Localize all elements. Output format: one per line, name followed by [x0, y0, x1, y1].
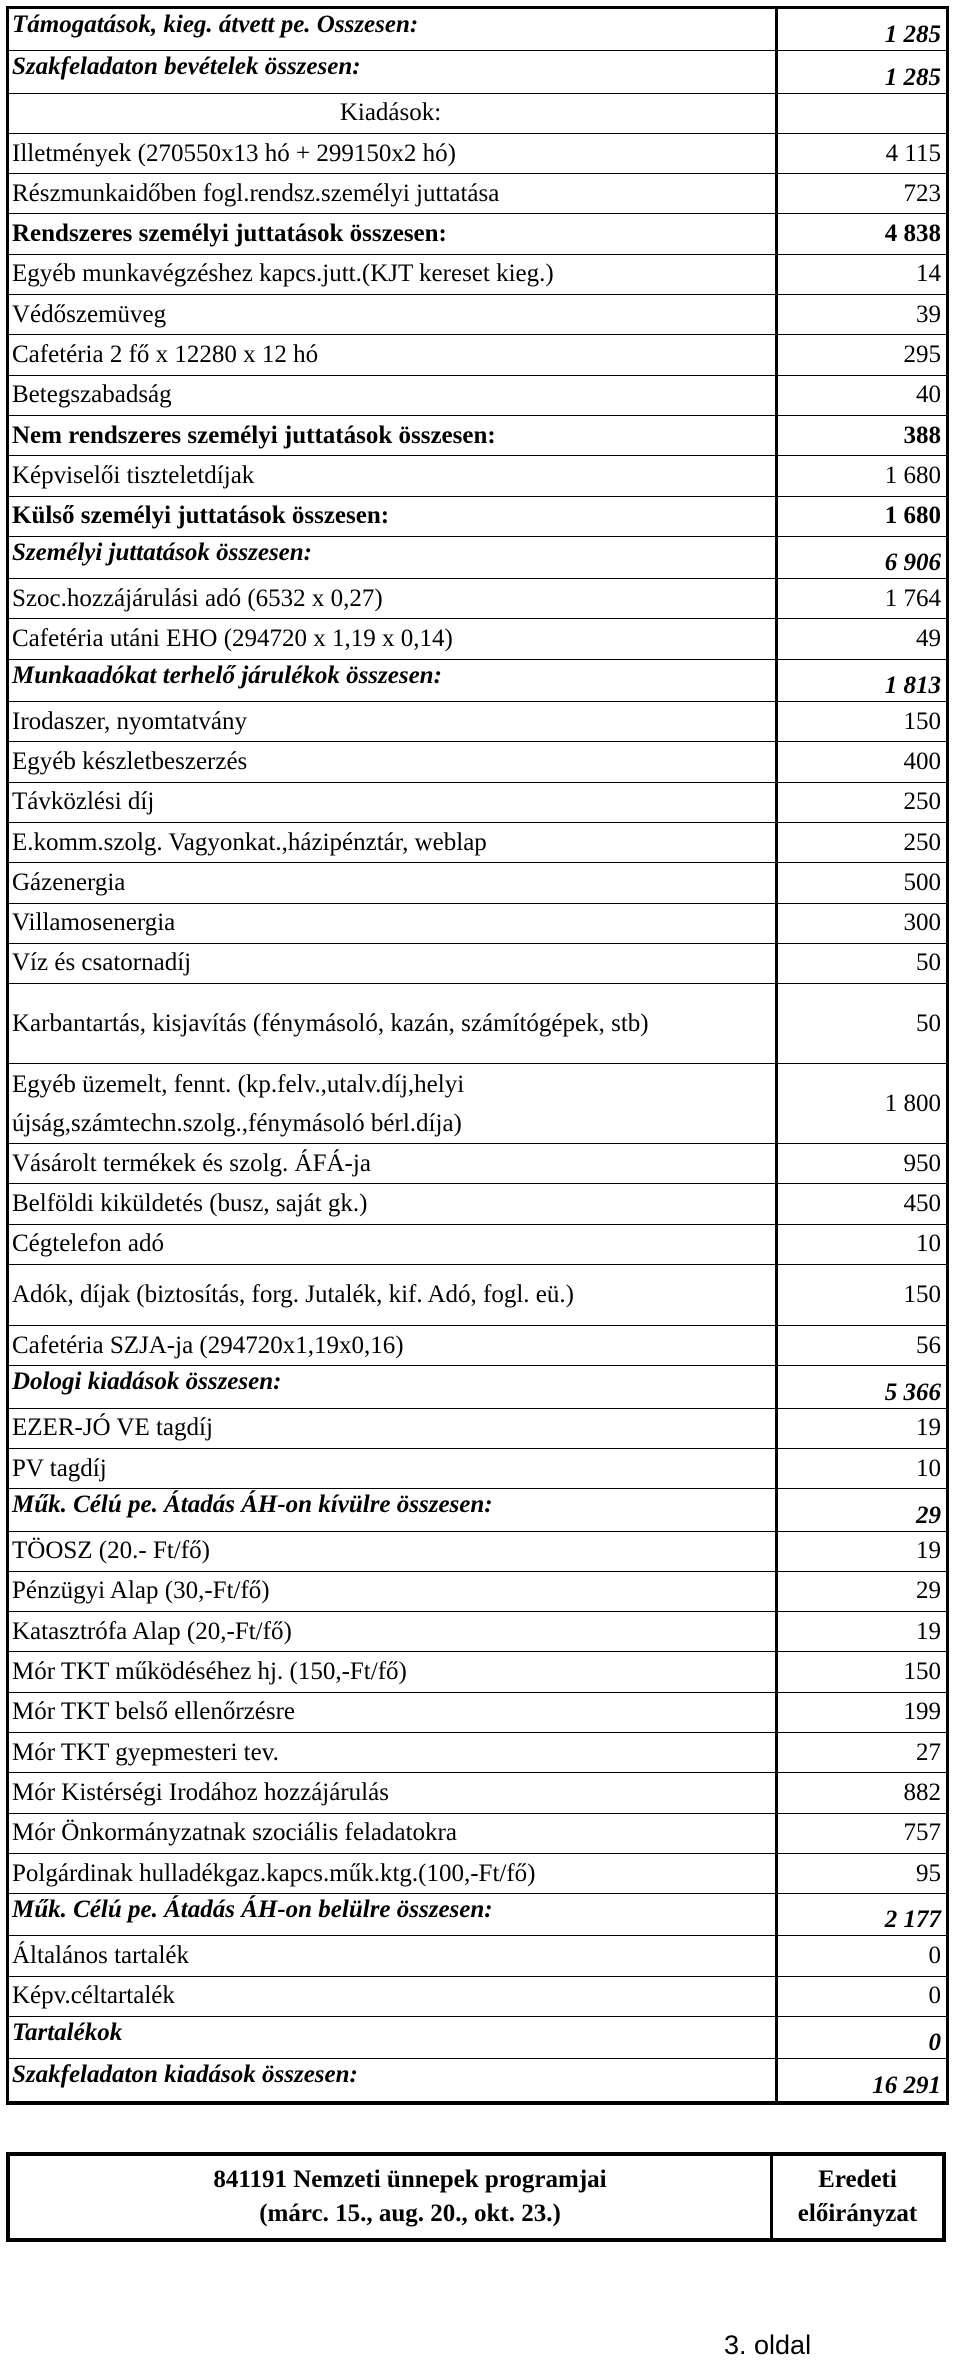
- table-row: [8, 903, 948, 943]
- table-row: [8, 1976, 948, 2016]
- budget-table: [6, 6, 949, 2105]
- row-label: Villamosenergia: [8, 903, 777, 943]
- table-row: [8, 619, 948, 659]
- table-row: [8, 1224, 948, 1264]
- row-label: Munkaadókat terhelő járulékok összesen:: [8, 659, 777, 701]
- table-row: [8, 335, 948, 375]
- row-amount: 882: [777, 1773, 948, 1813]
- program-header-box: [6, 2152, 946, 2242]
- row-label: Részmunkaidőben fogl.rendsz.személyi juttatása: [8, 174, 777, 214]
- row-amount: 757: [777, 1813, 948, 1853]
- row-amount: 0: [777, 2017, 948, 2059]
- table-row: [8, 1773, 948, 1813]
- row-amount: 1 800: [777, 1064, 948, 1144]
- table-row: [8, 984, 948, 1064]
- row-amount: 4 838: [777, 214, 948, 254]
- table-row: [8, 1652, 948, 1692]
- table-row: [8, 375, 948, 415]
- row-label: Szakfeladaton kiadások összesen:: [8, 2059, 777, 2103]
- table-row: [8, 1366, 948, 1408]
- table-row: [8, 1813, 948, 1853]
- row-label: Képviselői tiszteletdíjak: [8, 456, 777, 496]
- row-amount: 95: [777, 1853, 948, 1893]
- table-row: [8, 943, 948, 983]
- table-row: [8, 782, 948, 822]
- row-label: Cafetéria SZJA-ja (294720x1,19x0,16): [8, 1326, 777, 1366]
- table-row: [8, 1692, 948, 1732]
- page-number: 3. oldal: [724, 2330, 812, 2360]
- row-amount: 300: [777, 903, 948, 943]
- row-amount: 388: [777, 415, 948, 455]
- row-label: Nem rendszeres személyi juttatások összesen:: [8, 415, 777, 455]
- table-row: [8, 93, 948, 133]
- row-label: Cafetéria utáni EHO (294720 x 1,19 x 0,14): [8, 619, 777, 659]
- row-label: Karbantartás, kisjavítás (fénymásoló, kazán, számítógépek, stb): [8, 984, 777, 1064]
- row-amount: 950: [777, 1144, 948, 1184]
- table-row: [8, 579, 948, 619]
- row-amount: 500: [777, 863, 948, 903]
- row-amount: 19: [777, 1531, 948, 1571]
- row-amount: 10: [777, 1224, 948, 1264]
- table-row: [8, 214, 948, 254]
- table-row: [8, 822, 948, 862]
- row-amount: [777, 93, 948, 133]
- row-label: Illetmények (270550x13 hó + 299150x2 hó): [8, 133, 777, 173]
- row-label: Szakfeladaton bevételek összesen:: [8, 51, 777, 93]
- table-row: [8, 254, 948, 294]
- table-row: [8, 659, 948, 701]
- row-amount: 1 813: [777, 659, 948, 701]
- row-label: Polgárdinak hulladékgaz.kapcs.műk.ktg.(100,-Ft/fő): [8, 1853, 777, 1893]
- table-row: [8, 1184, 948, 1224]
- row-label: Személyi juttatások összesen:: [8, 536, 777, 578]
- row-amount: 6 906: [777, 536, 948, 578]
- table-row: [8, 1531, 948, 1571]
- row-label: Irodaszer, nyomtatvány: [8, 702, 777, 742]
- row-label: Mór Kistérségi Irodához hozzájárulás: [8, 1773, 777, 1813]
- row-label: Műk. Célú pe. Átadás ÁH-on kívülre összesen:: [8, 1489, 777, 1531]
- row-amount: 723: [777, 174, 948, 214]
- row-label: Betegszabadság: [8, 375, 777, 415]
- row-label: EZER-JÓ VE tagdíj: [8, 1408, 777, 1448]
- table-row: [8, 51, 948, 93]
- row-label: Képv.céltartalék: [8, 1976, 777, 2016]
- row-amount: 29: [777, 1571, 948, 1611]
- row-amount: 4 115: [777, 133, 948, 173]
- table-row: [8, 8, 948, 51]
- table-row: [8, 742, 948, 782]
- row-label: Mór Önkormányzatnak szociális feladatokra: [8, 1813, 777, 1853]
- row-label: Gázenergia: [8, 863, 777, 903]
- row-amount: 250: [777, 782, 948, 822]
- row-label: Rendszeres személyi juttatások összesen:: [8, 214, 777, 254]
- table-row: [8, 1408, 948, 1448]
- table-row: [8, 295, 948, 335]
- row-amount: 40: [777, 375, 948, 415]
- row-amount: 1 285: [777, 51, 948, 93]
- table-row: [8, 496, 948, 536]
- table-row: [8, 1489, 948, 1531]
- row-label: Egyéb üzemelt, fennt. (kp.felv.,utalv.díj,helyi újság,számtechn.szolg.,fénymásoló bérl.díja): [8, 1064, 777, 1144]
- row-label: Szoc.hozzájárulási adó (6532 x 0,27): [8, 579, 777, 619]
- row-label: Külső személyi juttatások összesen:: [8, 496, 777, 536]
- row-label: Egyéb készletbeszerzés: [8, 742, 777, 782]
- row-amount: 450: [777, 1184, 948, 1224]
- row-label: Vásárolt termékek és szolg. ÁFÁ-ja: [8, 1144, 777, 1184]
- table-row: [8, 456, 948, 496]
- table-row: [8, 1144, 948, 1184]
- table-row: [8, 536, 948, 578]
- row-amount: 19: [777, 1408, 948, 1448]
- table-row: [8, 1612, 948, 1652]
- table-row: [8, 1894, 948, 1936]
- row-amount: 39: [777, 295, 948, 335]
- row-label: Általános tartalék: [8, 1936, 777, 1976]
- row-label: Cégtelefon adó: [8, 1224, 777, 1264]
- row-label: Mór TKT gyepmesteri tev.: [8, 1732, 777, 1772]
- row-label: Katasztrófa Alap (20,-Ft/fő): [8, 1612, 777, 1652]
- table-row: [8, 1732, 948, 1772]
- row-amount: 400: [777, 742, 948, 782]
- table-row: [8, 1448, 948, 1488]
- row-amount: 29: [777, 1489, 948, 1531]
- row-amount: 0: [777, 1936, 948, 1976]
- table-row: [8, 1936, 948, 1976]
- row-amount: 10: [777, 1448, 948, 1488]
- table-row: [8, 415, 948, 455]
- row-amount: 0: [777, 1976, 948, 2016]
- row-amount: 56: [777, 1326, 948, 1366]
- row-label: Víz és csatornadíj: [8, 943, 777, 983]
- row-label: Távközlési díj: [8, 782, 777, 822]
- row-label: Dologi kiadások összesen:: [8, 1366, 777, 1408]
- row-amount: 1 680: [777, 456, 948, 496]
- table-row: [8, 1326, 948, 1366]
- table-row: [8, 1265, 948, 1326]
- row-amount: 1 285: [777, 8, 948, 51]
- row-label: Kiadások:: [8, 93, 777, 133]
- row-amount: 49: [777, 619, 948, 659]
- row-amount: 2 177: [777, 1894, 948, 1936]
- row-label: Cafetéria 2 fő x 12280 x 12 hó: [8, 335, 777, 375]
- table-row: [8, 1064, 948, 1144]
- budget-table-body: [8, 8, 948, 2103]
- row-label: Belföldi kiküldetés (busz, saját gk.): [8, 1184, 777, 1224]
- table-row: [8, 2017, 948, 2059]
- row-amount: 1 764: [777, 579, 948, 619]
- row-amount: 199: [777, 1692, 948, 1732]
- original-appropriation-header: Eredeti előirányzat: [797, 2166, 918, 2227]
- row-amount: 250: [777, 822, 948, 862]
- row-label: Mór TKT belső ellenőrzésre: [8, 1692, 777, 1732]
- row-amount: 19: [777, 1612, 948, 1652]
- table-row: [8, 2059, 948, 2103]
- row-amount: 27: [777, 1732, 948, 1772]
- table-row: [8, 863, 948, 903]
- row-amount: 1 680: [777, 496, 948, 536]
- row-label: Műk. Célú pe. Átadás ÁH-on belülre összesen:: [8, 1894, 777, 1936]
- row-label: Adók, díjak (biztosítás, forg. Jutalék, kif. Adó, fogl. eü.): [8, 1265, 777, 1326]
- row-label: E.komm.szolg. Vagyonkat.,házipénztár, weblap: [8, 822, 777, 862]
- row-label: Tartalékok: [8, 2017, 777, 2059]
- row-amount: 50: [777, 984, 948, 1064]
- table-row: [8, 702, 948, 742]
- row-label: Védőszemüveg: [8, 295, 777, 335]
- table-row: [8, 174, 948, 214]
- row-amount: 295: [777, 335, 948, 375]
- row-label: Egyéb munkavégzéshez kapcs.jutt.(KJT kereset kieg.): [8, 254, 777, 294]
- row-label: Pénzügyi Alap (30,-Ft/fő): [8, 1571, 777, 1611]
- table-row: [8, 133, 948, 173]
- row-amount: 150: [777, 1265, 948, 1326]
- row-amount: 14: [777, 254, 948, 294]
- row-amount: 150: [777, 1652, 948, 1692]
- program-title: 841191 Nemzeti ünnepek programjai (márc. 15., aug. 20., okt. 23.): [10, 2156, 773, 2238]
- row-amount: 16 291: [777, 2059, 948, 2103]
- row-label: PV tagdíj: [8, 1448, 777, 1488]
- row-amount: 50: [777, 943, 948, 983]
- row-label: Mór TKT működéséhez hj. (150,-Ft/fő): [8, 1652, 777, 1692]
- table-row: [8, 1571, 948, 1611]
- row-amount: 5 366: [777, 1366, 948, 1408]
- row-label: Támogatások, kieg. átvett pe. Osszesen:: [8, 8, 777, 51]
- row-label: TÖOSZ (20.- Ft/fő): [8, 1531, 777, 1571]
- row-amount: 150: [777, 702, 948, 742]
- table-row: [8, 1853, 948, 1893]
